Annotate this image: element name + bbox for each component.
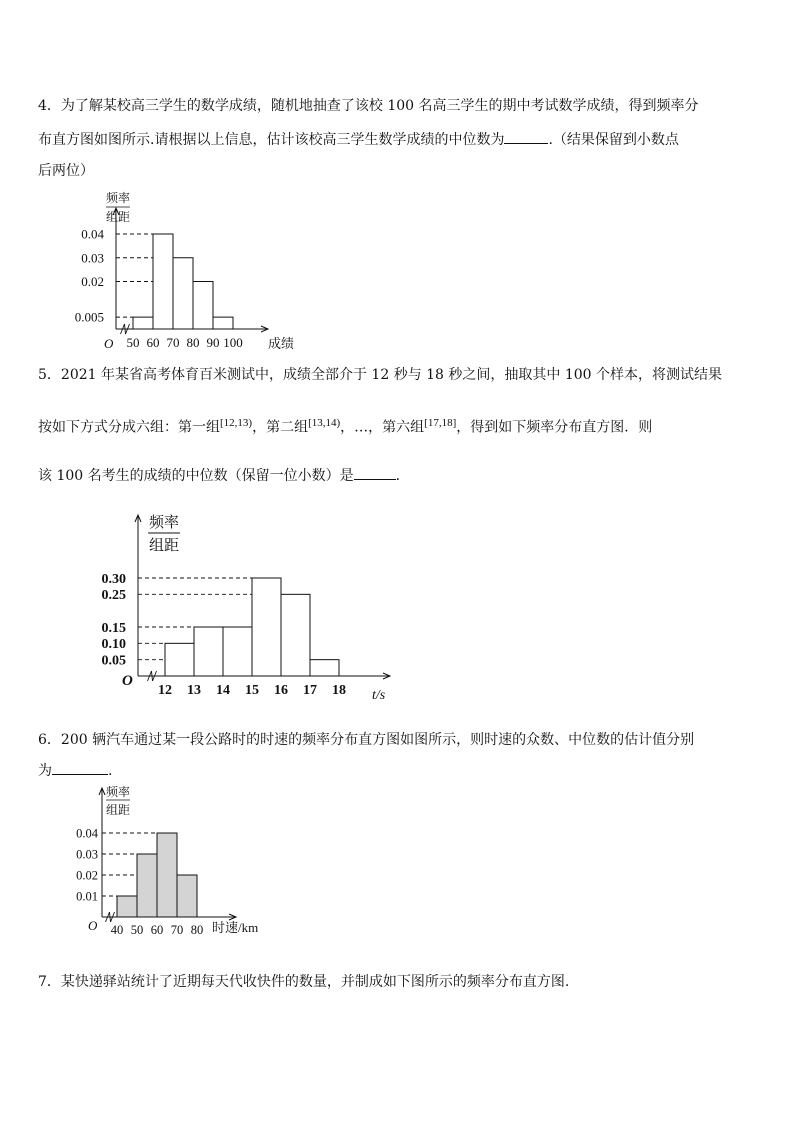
x-tick-label: 15 [245, 683, 259, 698]
histogram-bar [252, 578, 281, 676]
y-axis-label [148, 514, 180, 554]
q5-line3 [38, 465, 410, 486]
histogram-bar [117, 896, 137, 917]
y-tick-label: 0.04 [76, 826, 98, 841]
x-tick-label: 16 [274, 683, 288, 698]
q4-line3: 后两位） [38, 163, 94, 179]
ylabel-top: 频率 [105, 191, 131, 205]
y-axis-label [106, 190, 130, 224]
ylabel-bottom: 组距 [105, 803, 131, 817]
x-axis-label: 成绩 [268, 336, 295, 351]
y-tick-label: 0.02 [76, 868, 98, 883]
x-tick-label: 100 [223, 335, 243, 350]
q5-line2-d: ，得到如下频率分布直方图．则 [456, 419, 653, 436]
x-tick-label: 70 [170, 923, 184, 937]
ylabel-bottom: 组距 [105, 210, 131, 224]
interval-1: [12,13) [220, 417, 253, 429]
origin-label: O [88, 918, 98, 933]
ylabel-top: 频率 [105, 785, 131, 799]
x-tick-label: 12 [158, 683, 172, 698]
q4-line1: 4．为了解某校高三学生的数学成绩，随机地抽查了该校 100 名高三学生的期中考试数学成绩，得到频率分 [38, 98, 699, 114]
x-tick-label: 40 [110, 923, 124, 937]
x-tick-label: 70 [166, 335, 180, 350]
q7-line1: 7．某快递驿站统计了近期每天代收快件的数量，并制成如下图所示的频率分布直方图. [38, 974, 570, 990]
ylabel-bottom: 组距 [148, 538, 180, 554]
q6-line2-text: 为 [38, 763, 52, 779]
q6-line2-tail: . [108, 763, 113, 779]
x-tick-label: 14 [216, 683, 230, 698]
q5-line2-c: ，…，第六组 [340, 419, 425, 436]
histogram-bar [310, 660, 339, 676]
histogram-bar [157, 833, 177, 917]
y-tick-label: 0.04 [81, 226, 104, 242]
q5-line3-text: 该 100 名考生的成绩的中位数（保留一位小数）是 [38, 468, 354, 484]
histogram-bar [177, 875, 197, 917]
histogram-bar [281, 594, 310, 676]
x-tick-label: 17 [303, 683, 317, 698]
q4-line2-text: 布直方图如图所示.请根据以上信息，估计该校高三学生数学成绩的中位数为 [38, 132, 505, 148]
q5-line1: 5．2021 年某省高考体育百米测试中，成绩全部介于 12 秒与 18 秒之间，抽取其中 100 个样本，将测试结果 [38, 367, 723, 383]
x-axis-label: 时速/km [212, 920, 259, 935]
x-axis-label: t/s [372, 688, 386, 703]
histogram-bar [223, 627, 252, 676]
y-tick-label: 0.25 [101, 588, 126, 604]
q5-line2 [38, 413, 652, 438]
q5-line2-a: 按如下方式分成六组：第一组 [38, 419, 220, 436]
x-tick-label: 60 [146, 335, 160, 350]
interval-3: [17,18] [424, 417, 457, 429]
histogram-bar [193, 282, 213, 330]
q6-histogram [70, 780, 280, 940]
y-tick-label: 0.02 [81, 274, 104, 290]
x-tick-label: 60 [150, 923, 164, 937]
y-tick-label: 0.005 [74, 309, 104, 325]
origin-label: O [122, 673, 133, 689]
x-tick-label: 90 [206, 335, 220, 350]
answer-blank[interactable] [504, 129, 548, 144]
answer-blank[interactable] [52, 760, 108, 775]
x-tick-label: 50 [126, 335, 140, 350]
y-tick-label: 0.15 [101, 620, 126, 636]
q4-line2-tail: .（结果保留到小数点 [548, 132, 679, 148]
q5-line2-b: ，第二组 [252, 419, 309, 436]
y-tick-label: 0.03 [76, 847, 98, 862]
histogram-bar [137, 854, 157, 917]
y-tick-label: 0.03 [81, 250, 104, 266]
y-tick-label: 0.10 [101, 637, 126, 653]
x-tick-label: 13 [187, 683, 201, 698]
q5-histogram [90, 505, 410, 705]
y-tick-label: 0.01 [76, 889, 98, 904]
q4-histogram [70, 180, 295, 358]
histogram-bar [153, 234, 173, 329]
q5-line3-tail: ． [395, 468, 410, 484]
q6-line2 [38, 760, 112, 781]
origin-label: O [104, 336, 114, 351]
histogram-bar [133, 317, 153, 329]
y-tick-label: 0.30 [101, 571, 126, 587]
ylabel-top: 频率 [148, 515, 180, 531]
y-tick-label: 0.05 [101, 653, 126, 669]
x-tick-label: 50 [130, 923, 144, 937]
answer-blank[interactable] [354, 465, 396, 480]
y-axis-label [106, 784, 130, 817]
histogram-bar [173, 258, 193, 329]
q6-line1: 6．200 辆汽车通过某一段公路时的时速的频率分布直方图如图所示，则时速的众数、中位数的估计值分别 [38, 732, 695, 748]
x-tick-label: 18 [332, 683, 346, 698]
x-tick-label: 80 [190, 923, 204, 937]
x-tick-label: 80 [186, 335, 200, 350]
histogram-bar [194, 627, 223, 676]
interval-2: [13,14) [308, 417, 341, 429]
histogram-bar [213, 317, 233, 329]
q4-line2 [38, 129, 679, 150]
histogram-bar [165, 643, 194, 676]
